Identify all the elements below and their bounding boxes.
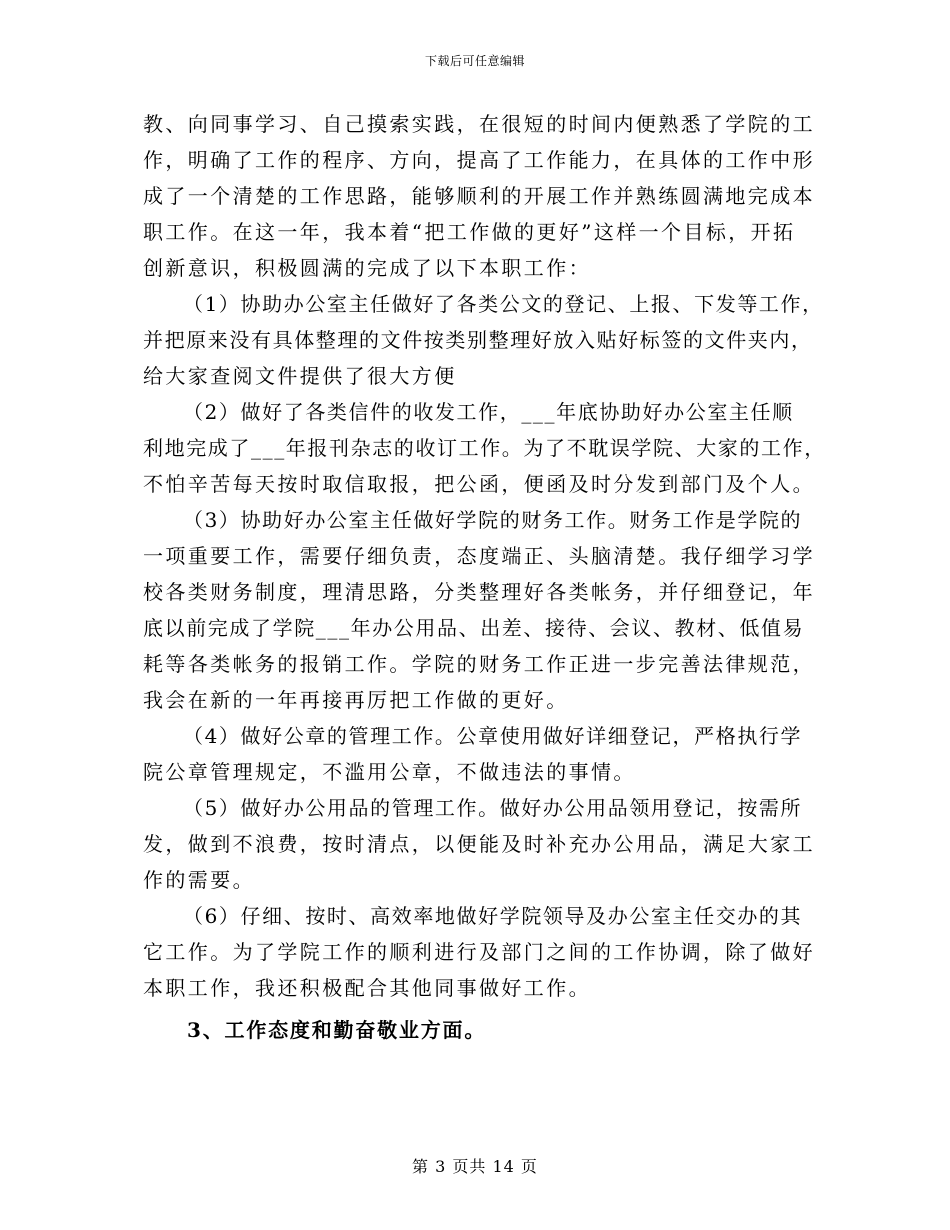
item-1-line: 并把原来没有具体整理的文件按类别整理好放入贴好标签的文件夹内， (143, 328, 813, 352)
item-2-line: 不怕辛苦每天按时取信取报，把公函，便函及时分发到部门及个人。 (143, 472, 815, 496)
item-2-line: 利地完成了___年报刊杂志的收订工作。为了不耽误学院、大家的工作， (143, 436, 826, 460)
page-header: 下载后可任意编辑 (424, 54, 525, 68)
item-5-line: 作的需要。 (143, 868, 255, 892)
item-4-line: （4）做好公章的管理工作。公章使用做好详细登记，严格执行学 (183, 724, 803, 748)
item-1-line: （1）协助办公室主任做好了各类公文的登记、上报、下发等工作， (183, 292, 824, 316)
body-line: 职工作。在这一年，我本着“把工作做的更好”这样一个目标，开拓 (143, 220, 796, 244)
item-5-line: （5）做好办公用品的管理工作。做好办公用品领用登记，按需所 (183, 796, 803, 820)
item-3-line: （3）协助好办公室主任做好学院的财务工作。财务工作是学院的 (183, 508, 803, 532)
section-heading: 3、工作态度和勤奋敬业方面。 (187, 1018, 487, 1042)
item-3-line: 一项重要工作，需要仔细负责，态度端正、头脑清楚。我仔细学习学 (143, 544, 815, 568)
item-3-line: 底以前完成了学院___年办公用品、出差、接待、会议、教材、低值易 (143, 616, 805, 640)
document-body (143, 106, 833, 1048)
item-4-line: 院公章管理规定，不滥用公章，不做违法的事情。 (143, 760, 636, 784)
item-5-line: 发，做到不浪费，按时清点，以便能及时补充办公用品，满足大家工 (143, 832, 815, 856)
page-number: 第 3 页共 14 页 (412, 1157, 538, 1176)
body-line: 教、向同事学习、自己摸索实践，在很短的时间内便熟悉了学院的工 (143, 112, 815, 136)
item-1-line: 给大家查阅文件提供了很大方便 (143, 364, 457, 388)
item-6-line: 它工作。为了学院工作的顺利进行及部门之间的工作协调，除了做好 (143, 940, 815, 964)
item-2-line: （2）做好了各类信件的收发工作，___年底协助好办公室主任顺 (183, 400, 794, 424)
body-line: 成了一个清楚的工作思路，能够顺利的开展工作并熟练圆满地完成本 (143, 184, 815, 208)
body-line: 创新意识，积极圆满的完成了以下本职工作： (143, 256, 591, 280)
item-6-line: （6）仔细、按时、高效率地做好学院领导及办公室主任交办的其 (183, 904, 803, 928)
item-3-line: 我会在新的一年再接再厉把工作做的更好。 (143, 688, 569, 712)
item-3-line: 校各类财务制度，理清思路，分类整理好各类帐务，并仔细登记，年 (143, 580, 815, 604)
item-3-line: 耗等各类帐务的报销工作。学院的财务工作正进一步完善法律规范， (143, 652, 815, 676)
item-6-line: 本职工作，我还积极配合其他同事做好工作。 (143, 976, 591, 1000)
body-line: 作，明确了工作的程序、方向，提高了工作能力，在具体的工作中形 (143, 148, 815, 172)
